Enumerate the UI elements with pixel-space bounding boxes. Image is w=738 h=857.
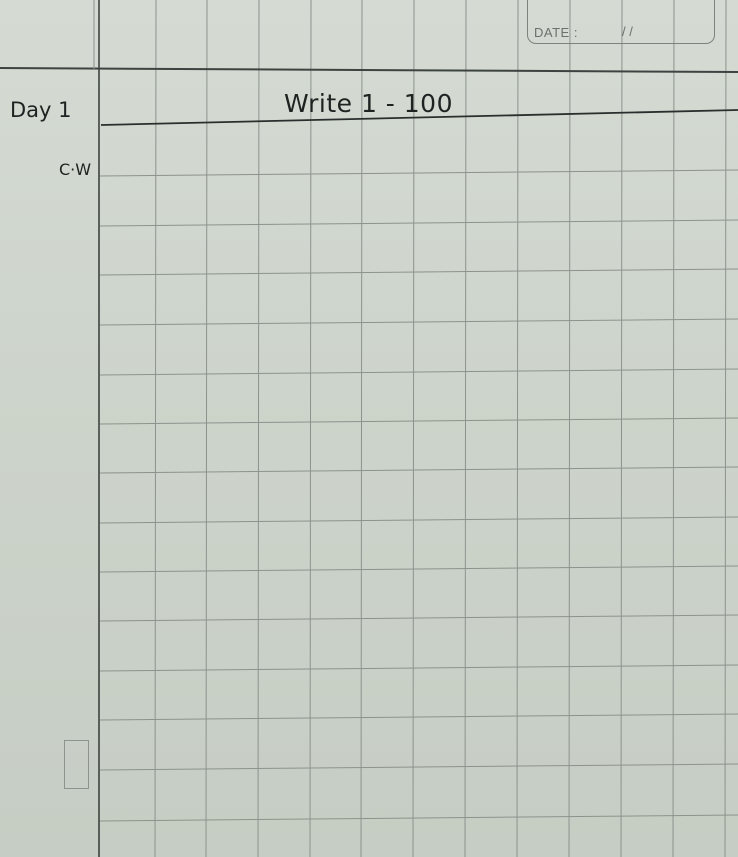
grid-line-v-4 bbox=[361, 0, 362, 857]
grid-line-v-11 bbox=[725, 0, 726, 857]
grid-line-h-7 bbox=[100, 517, 738, 523]
grid-line-v-8 bbox=[569, 0, 570, 857]
margin-checkbox bbox=[64, 740, 89, 789]
grid-line-v-5 bbox=[413, 0, 414, 857]
grid-line-h-0 bbox=[100, 170, 738, 176]
grid-line-h-12 bbox=[100, 764, 738, 770]
grid-line-h-1 bbox=[100, 220, 738, 226]
grid-line-h-8 bbox=[100, 566, 738, 572]
grid-line-v-0 bbox=[155, 0, 156, 857]
grid-line-v-1 bbox=[206, 0, 207, 857]
grid-line-h-4 bbox=[100, 369, 738, 375]
grid-line-h-11 bbox=[100, 714, 738, 720]
grid-line-h-3 bbox=[100, 319, 738, 325]
header-rule bbox=[0, 68, 738, 72]
grid-horizontal-lines bbox=[100, 170, 738, 821]
grid-line-v-10 bbox=[673, 0, 674, 857]
grid-line-v-6 bbox=[465, 0, 466, 857]
grid-line-h-6 bbox=[100, 467, 738, 473]
grid-line-h-9 bbox=[100, 615, 738, 621]
grid-line-v-7 bbox=[517, 0, 518, 857]
grid-line-v-9 bbox=[621, 0, 622, 857]
write-instruction: Write 1 - 100 bbox=[284, 89, 453, 118]
grid-line-h-5 bbox=[100, 418, 738, 424]
day-label: Day 1 bbox=[10, 98, 72, 122]
grid-line-h-2 bbox=[100, 269, 738, 275]
grid-line-v-3 bbox=[310, 0, 311, 857]
grid-line-h-13 bbox=[100, 815, 738, 821]
grid-vertical-lines bbox=[155, 0, 726, 857]
grid-line-v-2 bbox=[258, 0, 259, 857]
date-label: DATE : bbox=[534, 25, 578, 40]
grid-line-h-10 bbox=[100, 665, 738, 671]
classwork-label: C·W bbox=[59, 160, 92, 179]
date-slashes: / / bbox=[622, 24, 633, 39]
